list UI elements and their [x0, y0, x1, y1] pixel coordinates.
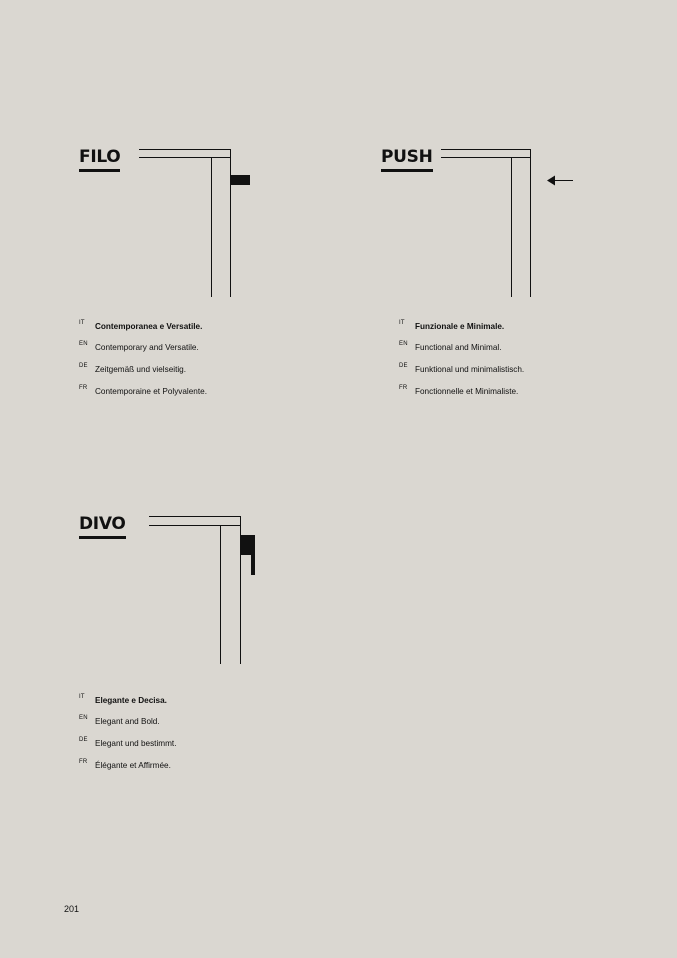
language-code: DE: [79, 737, 88, 743]
page-number: 201: [64, 904, 80, 914]
description-text: Zeitgemäß und vielseitig.: [95, 365, 187, 374]
language-code: FR: [399, 385, 408, 391]
description-text: Contemporanea e Versatile.: [95, 322, 203, 331]
description-text: Functional and Minimal.: [415, 343, 502, 352]
language-code: DE: [399, 363, 408, 369]
description-text: Élégante et Affirmée.: [95, 761, 171, 770]
language-code: EN: [79, 715, 88, 721]
description-text: Elegante e Decisa.: [95, 696, 167, 705]
language-code: FR: [79, 759, 88, 765]
description-text: Contemporaine et Polyvalente.: [95, 387, 207, 396]
language-code: DE: [79, 363, 88, 369]
description-text: Contemporary and Versatile.: [95, 343, 199, 352]
product-title: PUSH: [381, 149, 433, 172]
language-code: EN: [79, 341, 88, 347]
language-code: IT: [79, 694, 85, 700]
description-text: Funzionale e Minimale.: [415, 322, 505, 331]
product-title: DIVO: [79, 516, 126, 539]
description-text: Fonctionnelle et Minimaliste.: [415, 387, 519, 396]
divo-handle-stem-icon: [251, 555, 255, 575]
description-text: Elegant and Bold.: [95, 717, 160, 726]
description-text: Funktional und minimalistisch.: [415, 365, 525, 374]
divo-handle-icon: [241, 535, 255, 555]
language-code: IT: [79, 320, 85, 326]
language-code: IT: [399, 320, 405, 326]
product-title: FILO: [79, 149, 120, 172]
language-code: EN: [399, 341, 408, 347]
description-text: Elegant und bestimmt.: [95, 739, 177, 748]
language-code: FR: [79, 385, 88, 391]
